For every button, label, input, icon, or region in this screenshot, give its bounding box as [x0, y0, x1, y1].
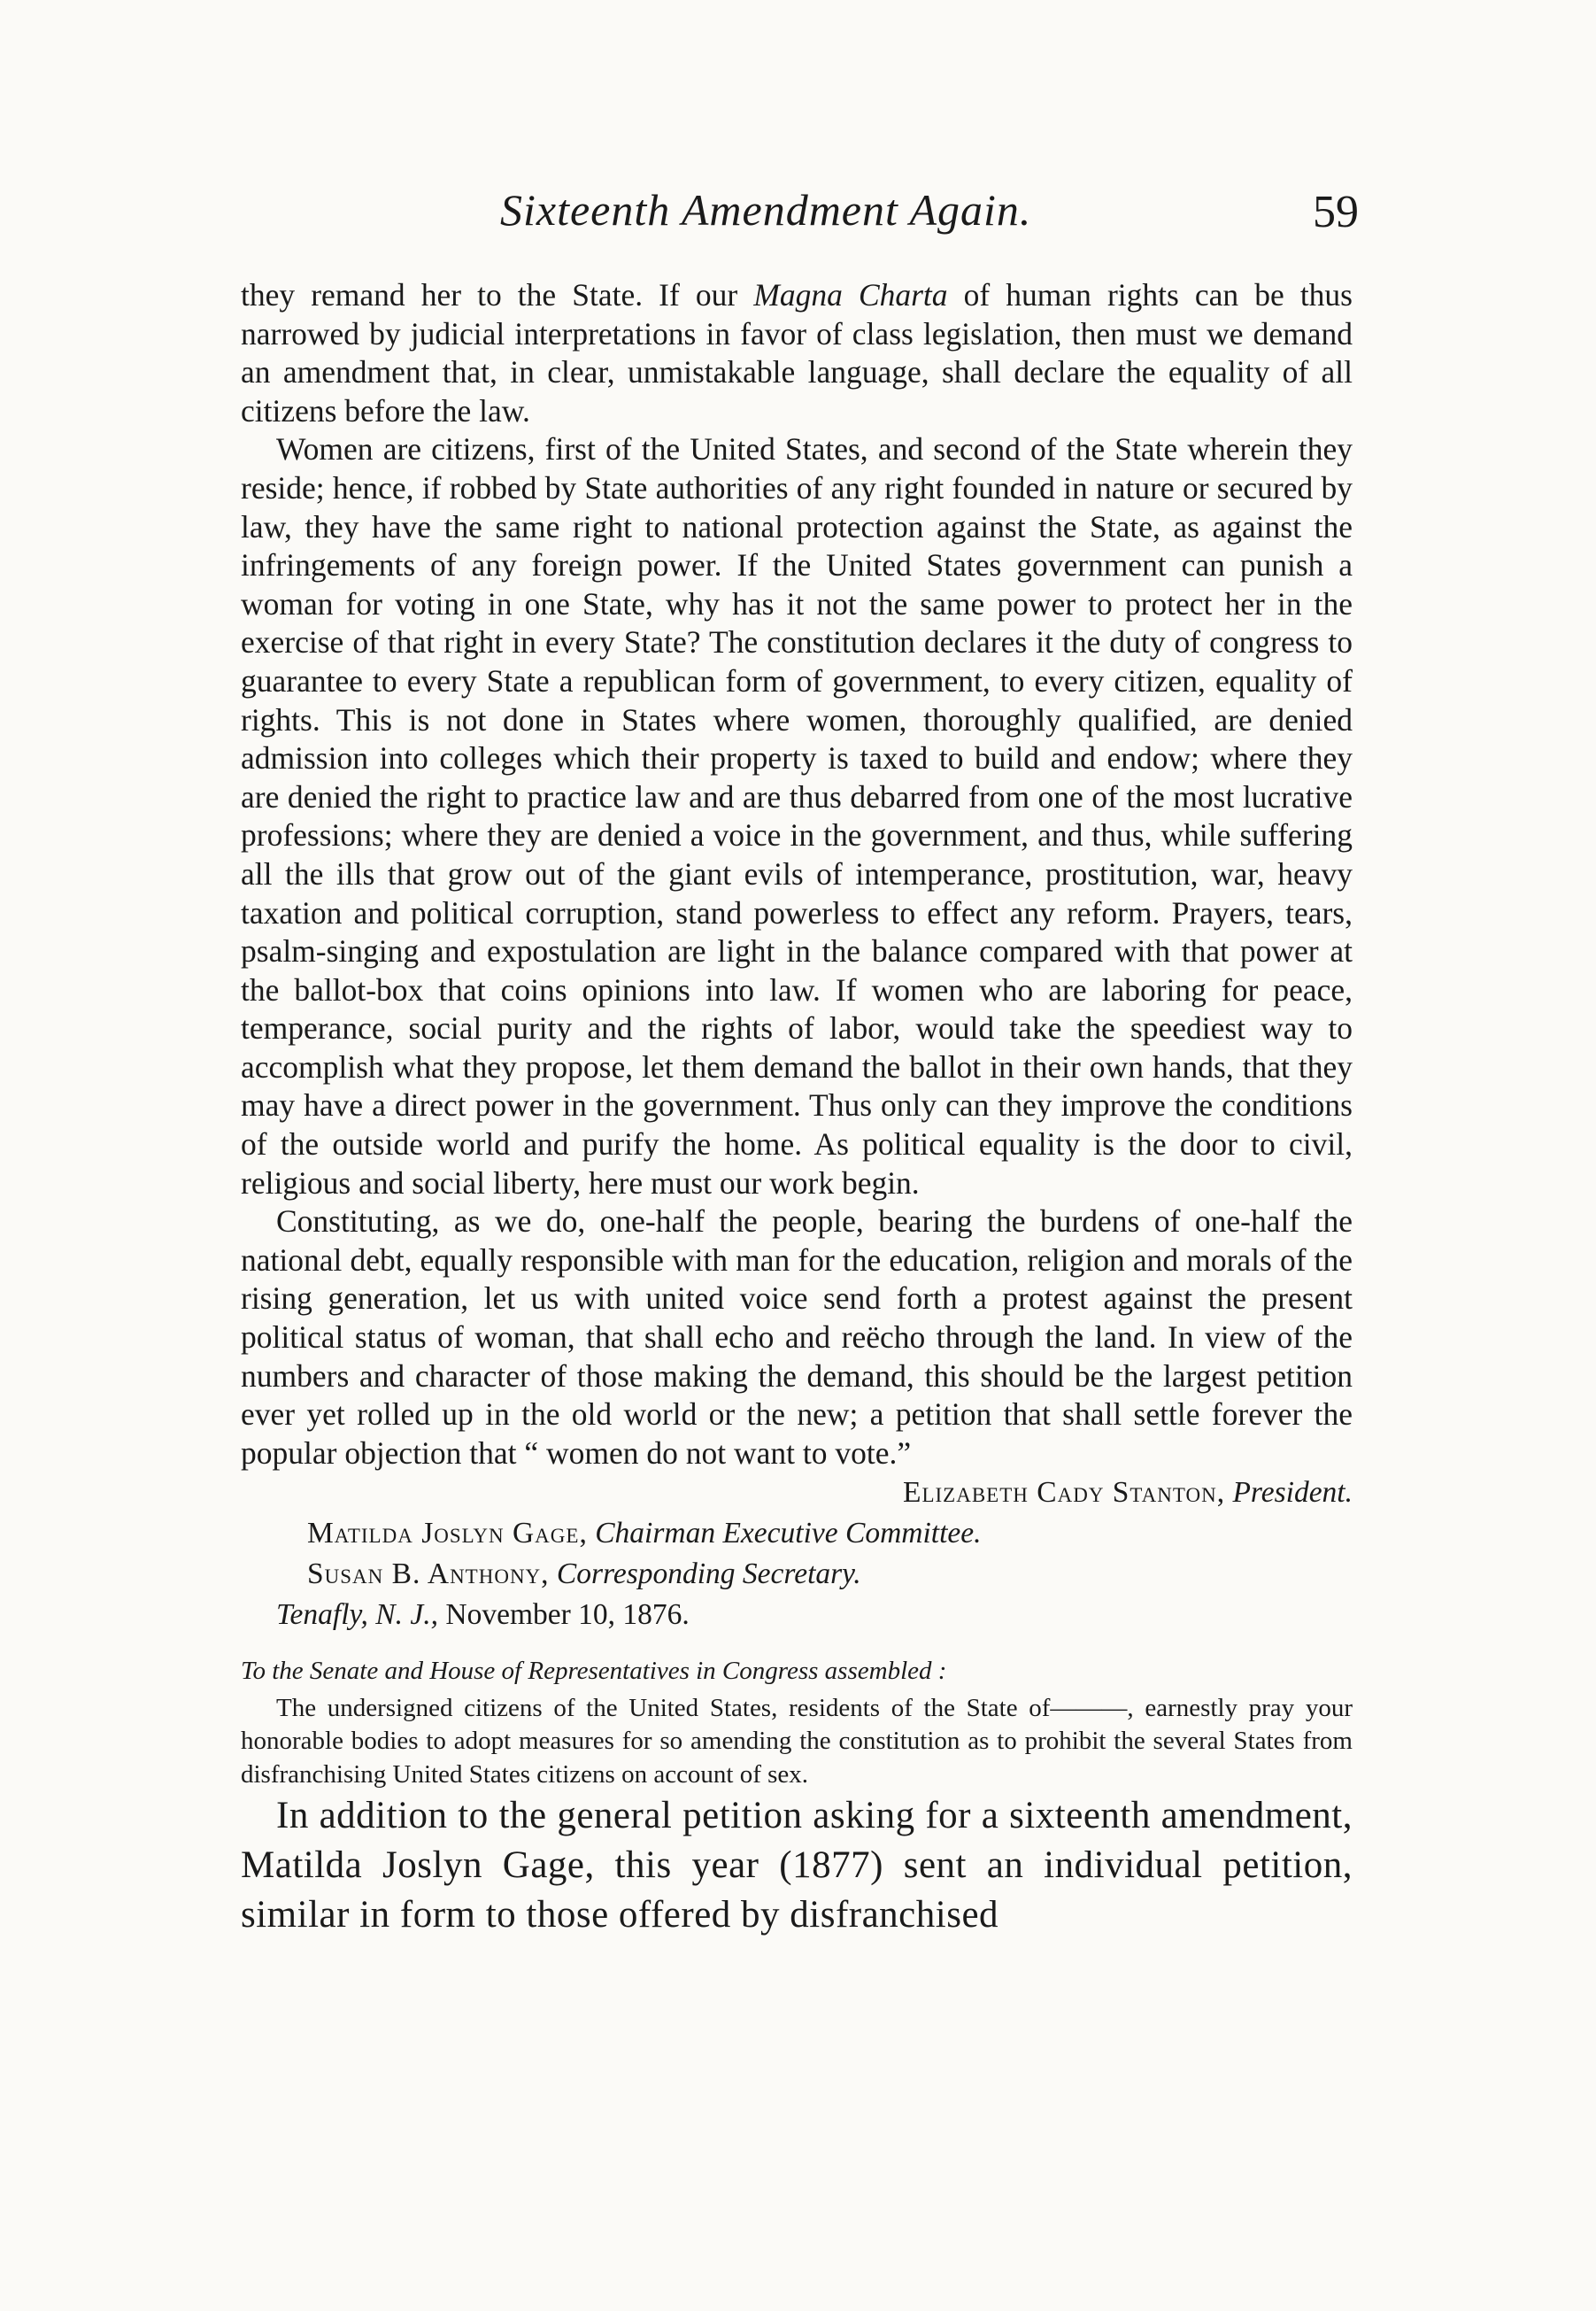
- signer-title: Corresponding Secretary.: [556, 1557, 861, 1591]
- petition-form: [241, 1655, 1353, 1791]
- paragraph-1-start: they remand her to the State. If our: [241, 277, 754, 313]
- signer-title: President.: [1232, 1476, 1353, 1510]
- magna-charta-italic: Magna Charta: [753, 277, 948, 313]
- signature-anthony: [241, 1554, 1353, 1595]
- page-number: 59: [1313, 187, 1359, 237]
- page-header: [243, 184, 1359, 255]
- signature-gage: [241, 1513, 1353, 1554]
- closing-paragraph: In addition to the general petition asking for a sixteenth amendment, Matilda Joslyn Gage, this year (1877) sent an individual petition, similar in form to those offered by disfranchised: [241, 1795, 1353, 1936]
- paragraph-1-end: of human rights can be thus narrowed by judicial interpretations in favor of class legislation, then must we demand an amendment that, in clear, unmistakable language, shall declare the equality of all citizens before the law.: [241, 277, 1353, 429]
- paragraph-1: [241, 276, 1353, 430]
- date: November 10, 1876.: [445, 1598, 690, 1632]
- signature-block: [241, 1472, 1353, 1635]
- signer-name: Susan B. Anthony,: [307, 1557, 550, 1591]
- paragraph-2: Women are citizens, first of the United States, and second of the State wherein they reside; hence, if robbed by State authorities of any right founded in nature or secured by law, they have the same right to national protection against the State, as against the infringements of any foreign power. If the United States government can punish a woman for voting in one State, why has it not the same power to protect her in the exercise of that right in every State? The constitution declares it the duty of congress to guarantee to every State a republican form of government, to every citizen, equality of rights. This is not done in States where women, thoroughly qualified, are denied admission into colleges which their property is taxed to build and endow; where they are denied the right to practice law and are thus debarred from one of the most lucrative professions; where they are denied a voice in the government, and thus, while suffering all the ills that grow out of the giant evils of intemperance, prostitution, war, heavy taxation and political corruption, stand powerless to effect any reform. Prayers, tears, psalm-singing and expostulation are light in the balance compared with that power at the ballot-box that coins opinions into law. If women who are laboring for peace, temperance, social purity and the rights of labor, would take the speediest way to accomplish what they propose, let them demand the ballot in their own hands, that they may have a direct power in the government. Thus only can they improve the conditions of the outside world and purify the home. As political equality is the door to civil, religious and social liberty, here must our work begin.: [241, 431, 1353, 1201]
- running-head: Sixteenth Amendment Again.: [500, 185, 1032, 235]
- signer-name: Elizabeth Cady Stanton,: [903, 1476, 1226, 1510]
- petition-address: To the Senate and House of Representatives in Congress assembled :: [241, 1657, 947, 1686]
- signer-title: Chairman Executive Committee.: [595, 1517, 982, 1550]
- signature-stanton: [241, 1472, 1353, 1513]
- paragraph-3: Constituting, as we do, one-half the people, bearing the burdens of one-half the national debt, equally responsible with man for the education, religion and morals of the rising generation, let us with united voice send forth a protest against the present political status of woman, that shall echo and reëcho through the land. In view of the numbers and character of those making the demand, this should be the largest petition ever yet rolled up in the old world or the new; a petition that shall settle forever the popular objection that “ women do not want to vote.”: [241, 1203, 1353, 1471]
- main-text: [241, 276, 1353, 1940]
- place-and-date: [241, 1595, 1353, 1635]
- petition-text: The undersigned citizens of the United States, residents of the State of———, earnestly pray your honorable bodies to adopt measures for so amending the constitution as to prohibit the several States from disfranchising United States citizens on account of sex.: [241, 1693, 1353, 1789]
- signer-name: Matilda Joslyn Gage,: [307, 1517, 588, 1550]
- place: Tenafly, N. J.,: [276, 1598, 439, 1632]
